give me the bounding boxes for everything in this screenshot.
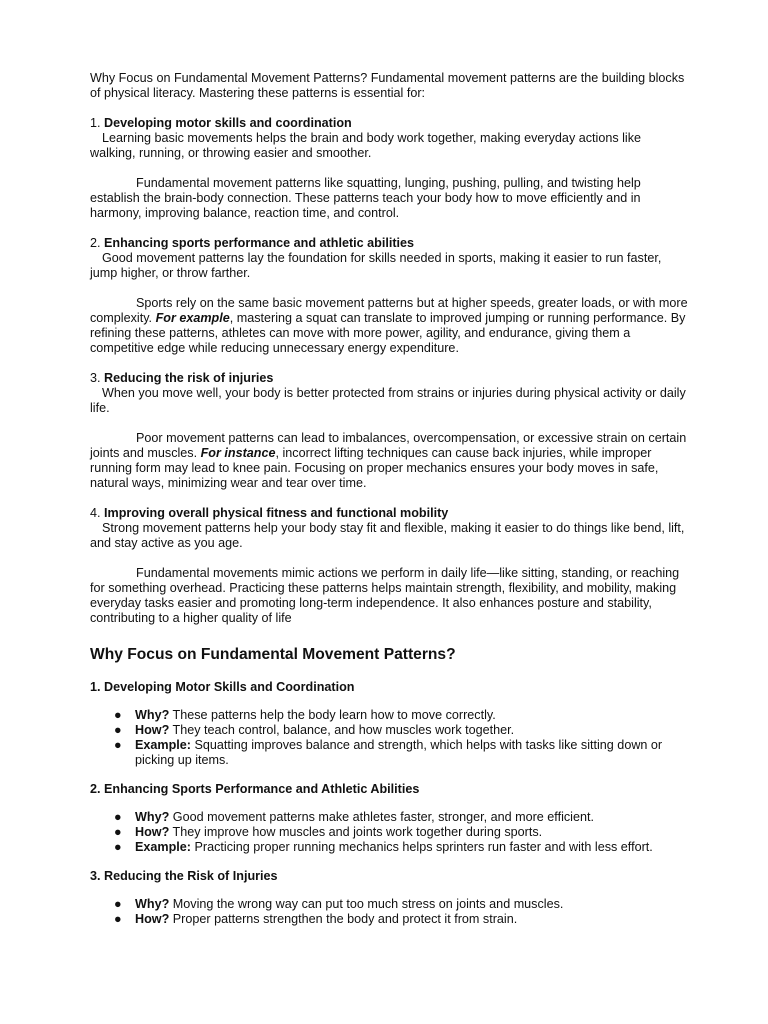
item-text: Squatting improves balance and strength, which helps with tasks like sitting down or picking up items. — [135, 738, 663, 767]
section-heading: Why Focus on Fundamental Movement Patterns? — [90, 646, 456, 663]
bullet-icon: ● — [114, 810, 122, 824]
bullet-icon: ● — [114, 840, 122, 854]
list-item — [90, 897, 688, 912]
point-2-summary: Good movement patterns lay the foundation for skills needed in sports, making it easier to run faster, jump higher, or throw farther. — [90, 251, 662, 280]
intro-paragraph: Why Focus on Fundamental Movement Patterns? Fundamental movement patterns are the building blocks of physical literacy. Mastering these patterns is essential for: — [90, 71, 685, 100]
point-title: Reducing the risk of injuries — [104, 371, 274, 385]
list-item — [90, 708, 688, 723]
point-number: 4. — [90, 506, 101, 520]
item-label: How? — [135, 723, 170, 737]
group-1-title: 1. Developing Motor Skills and Coordination — [90, 680, 355, 694]
point-2-paragraph — [90, 296, 688, 356]
point-1-heading — [90, 116, 688, 131]
point-number: 1. — [90, 116, 101, 130]
list-item — [90, 825, 688, 840]
item-text: Moving the wrong way can put too much stress on joints and muscles. — [169, 897, 564, 911]
point-1-paragraph: Fundamental movement patterns like squatting, lunging, pushing, pulling, and twisting help establish the brain-body connection. These patterns teach your body how to move efficiently and in harmony, improving balance, reaction time, and control. — [90, 176, 641, 220]
group-2-list — [90, 810, 688, 855]
item-text: They teach control, balance, and how muscles work together. — [169, 723, 515, 737]
paragraph-text: , incorrect lifting techniques can cause back injuries, while improper running form may lead to knee pain. Focusing on proper mechanics ensures your body moves in safe, natural ways, minimizing wear and tear over time. — [90, 446, 659, 490]
bullet-icon: ● — [114, 708, 122, 722]
item-label: How? — [135, 825, 170, 839]
bullet-icon: ● — [114, 897, 122, 911]
paragraph-text: Sports rely on the same basic movement patterns but at higher speeds, greater loads, or with more complexity. — [90, 296, 688, 325]
emphasis-text: For instance — [200, 446, 276, 460]
item-label: Example: — [135, 840, 191, 854]
item-text: These patterns help the body learn how to move correctly. — [169, 708, 496, 722]
list-item — [90, 723, 688, 738]
item-text: Proper patterns strengthen the body and protect it from strain. — [169, 912, 518, 926]
point-3-heading — [90, 371, 688, 386]
point-4-heading — [90, 506, 688, 521]
point-4-paragraph: Fundamental movements mimic actions we perform in daily life—like sitting, standing, or reaching for something overhead. Practicing these patterns helps maintain strength, flexibility, and mobility, making everyday tasks easier and promoting long-term independence. It also enhances posture and stability, contributing to a higher quality of life — [90, 566, 680, 625]
list-item — [90, 912, 688, 927]
point-1-summary: Learning basic movements helps the brain and body work together, making everyday actions like walking, running, or throwing easier and smoother. — [90, 131, 642, 160]
point-4-summary: Strong movement patterns help your body stay fit and flexible, making it easier to do things like bend, lift, and stay active as you age. — [90, 521, 685, 550]
paragraph-text: , mastering a squat can translate to improved jumping or running performance. By refining these patterns, athletes can move with more power, agility, and endurance, giving them a competitive edge while reducing unnecessary energy expenditure. — [90, 311, 686, 355]
point-title: Enhancing sports performance and athletic abilities — [104, 236, 415, 250]
point-3-paragraph — [90, 431, 688, 491]
bullet-icon: ● — [114, 825, 122, 839]
item-label: Why? — [135, 897, 170, 911]
list-item — [90, 810, 688, 825]
point-number: 3. — [90, 371, 101, 385]
bullet-icon: ● — [114, 723, 122, 737]
point-2-heading — [90, 236, 688, 251]
group-3-list — [90, 897, 688, 927]
point-title: Improving overall physical fitness and functional mobility — [104, 506, 449, 520]
item-text: Good movement patterns make athletes faster, stronger, and more efficient. — [169, 810, 594, 824]
group-1-list — [90, 708, 688, 768]
group-3-title: 3. Reducing the Risk of Injuries — [90, 869, 278, 883]
item-text: Practicing proper running mechanics helps sprinters run faster and with less effort. — [191, 840, 653, 854]
emphasis-text: For example — [155, 311, 230, 325]
group-2-title: 2. Enhancing Sports Performance and Athletic Abilities — [90, 782, 420, 796]
point-number: 2. — [90, 236, 101, 250]
paragraph-text: Poor movement patterns can lead to imbalances, overcompensation, or excessive strain on certain joints and muscles. — [90, 431, 687, 460]
item-text: They improve how muscles and joints work together during sports. — [169, 825, 543, 839]
item-label: Why? — [135, 810, 170, 824]
item-label: Example: — [135, 738, 191, 752]
point-3-summary: When you move well, your body is better protected from strains or injuries during physical activity or daily life. — [90, 386, 686, 415]
bullet-icon: ● — [114, 738, 122, 752]
point-title: Developing motor skills and coordination — [104, 116, 352, 130]
list-item — [90, 840, 688, 855]
list-item — [90, 738, 688, 768]
item-label: Why? — [135, 708, 170, 722]
item-label: How? — [135, 912, 170, 926]
bullet-icon: ● — [114, 912, 122, 926]
document-page — [90, 71, 688, 941]
